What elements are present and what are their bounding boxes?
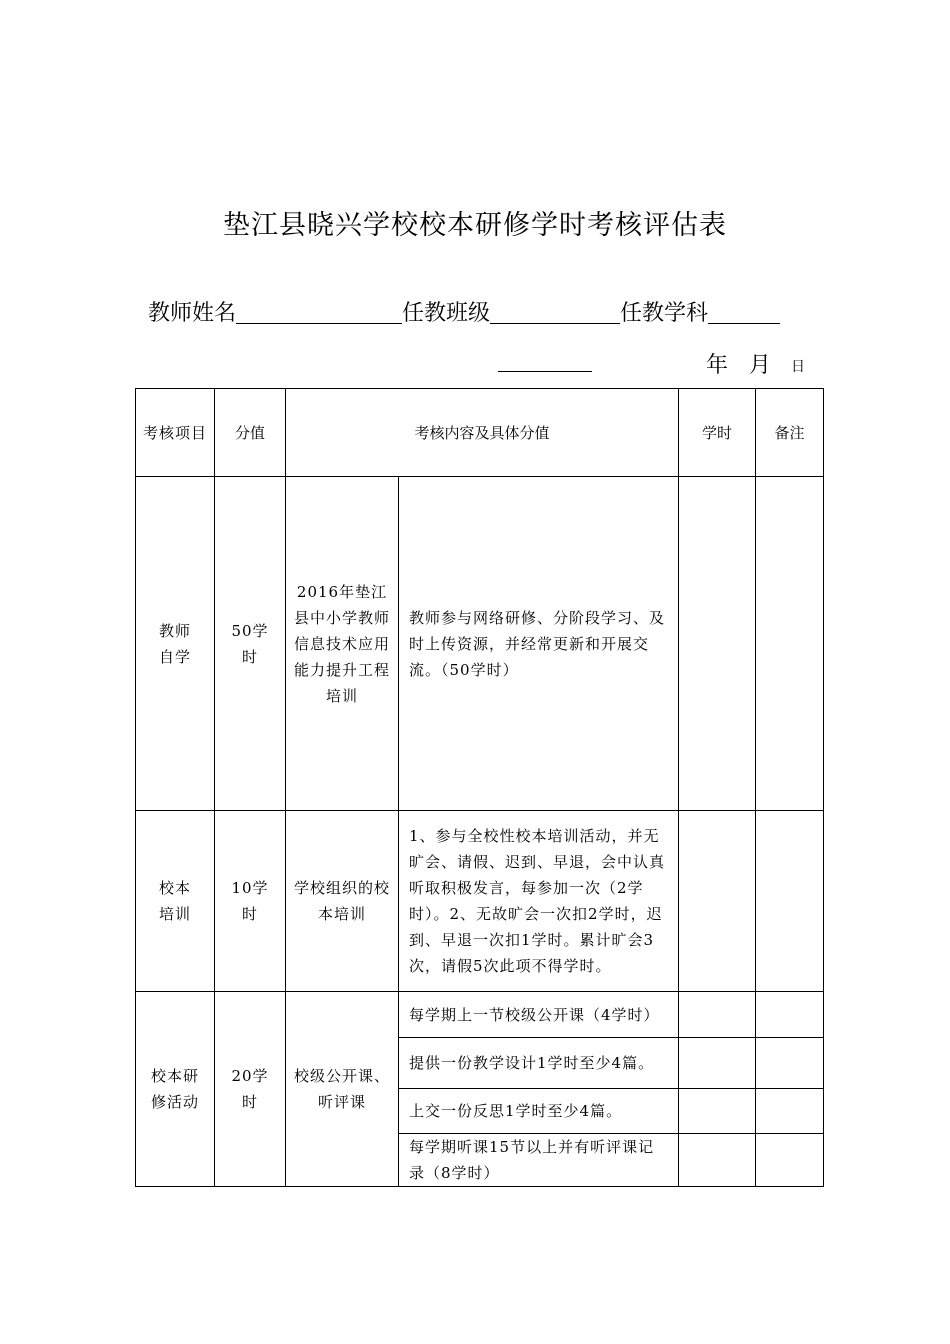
- detail-cell: 提供一份教学设计1学时至少4篇。: [399, 1038, 679, 1089]
- subitem-cell: 学校组织的校本培训: [286, 811, 399, 992]
- subject-label: 任教学科: [620, 301, 709, 326]
- subject-field-continuation[interactable]: [498, 347, 592, 372]
- teacher-name-label: 教师姓名: [148, 301, 237, 326]
- detail-cell: 上交一份反思1学时至少4篇。: [399, 1089, 679, 1134]
- class-label: 任教班级: [402, 301, 491, 326]
- item-cell: 校本研修活动: [136, 992, 215, 1187]
- header-item: 考核项目: [136, 389, 215, 477]
- header-score: 分值: [215, 389, 286, 477]
- subitem-cell: 2016年垫江县中小学教师信息技术应用能力提升工程培训: [286, 477, 399, 811]
- date-row: [0, 344, 950, 384]
- day-label: 日: [791, 359, 805, 375]
- header-row: [136, 389, 824, 477]
- score-cell: 20学时: [215, 992, 286, 1187]
- subject-field[interactable]: [708, 299, 780, 324]
- assessment-table: [135, 388, 824, 1187]
- teacher-info-row: [148, 296, 780, 327]
- table-row: [136, 811, 824, 992]
- header-hours: 学时: [679, 389, 756, 477]
- class-field[interactable]: [490, 299, 620, 324]
- remark-input-cell[interactable]: [756, 477, 824, 811]
- page-title: 垫江县晓兴学校校本研修学时考核评估表: [223, 210, 727, 241]
- table-row: [136, 477, 824, 811]
- detail-cell: 1、参与全校性校本培训活动，并无旷会、请假、迟到、早退，会中认真听取积极发言，每参加一次（2学时）。2、无故旷会一次扣2学时，迟到、早退一次扣1学时。累计旷会3次，请假5次此项不得学时。: [399, 811, 679, 992]
- detail-cell: 每学期听课15节以上并有听评课记录（8学时）: [399, 1134, 679, 1187]
- hours-input-cell[interactable]: [679, 992, 756, 1038]
- hours-input-cell[interactable]: [679, 1038, 756, 1089]
- month-label: 月: [749, 353, 772, 378]
- teacher-name-field[interactable]: [236, 299, 402, 324]
- hours-input-cell[interactable]: [679, 477, 756, 811]
- remark-input-cell[interactable]: [756, 1038, 824, 1089]
- remark-input-cell[interactable]: [756, 1134, 824, 1187]
- score-cell: 50学时: [215, 477, 286, 811]
- remark-input-cell[interactable]: [756, 1089, 824, 1134]
- header-remark: 备注: [756, 389, 824, 477]
- header-content: 考核内容及具体分值: [286, 389, 679, 477]
- year-label: 年: [706, 353, 729, 378]
- table-row: [136, 992, 824, 1038]
- subitem-cell: 校级公开课、听评课: [286, 992, 399, 1187]
- hours-input-cell[interactable]: [679, 1089, 756, 1134]
- item-cell: 教师自学: [136, 477, 215, 811]
- remark-input-cell[interactable]: [756, 992, 824, 1038]
- remark-input-cell[interactable]: [756, 811, 824, 992]
- hours-input-cell[interactable]: [679, 1134, 756, 1187]
- score-cell: 10学时: [215, 811, 286, 992]
- hours-input-cell[interactable]: [679, 811, 756, 992]
- detail-cell: 教师参与网络研修、分阶段学习、及时上传资源，并经常更新和开展交流。（50学时）: [399, 477, 679, 811]
- item-cell: 校本培训: [136, 811, 215, 992]
- detail-cell: 每学期上一节校级公开课（4学时）: [399, 992, 679, 1038]
